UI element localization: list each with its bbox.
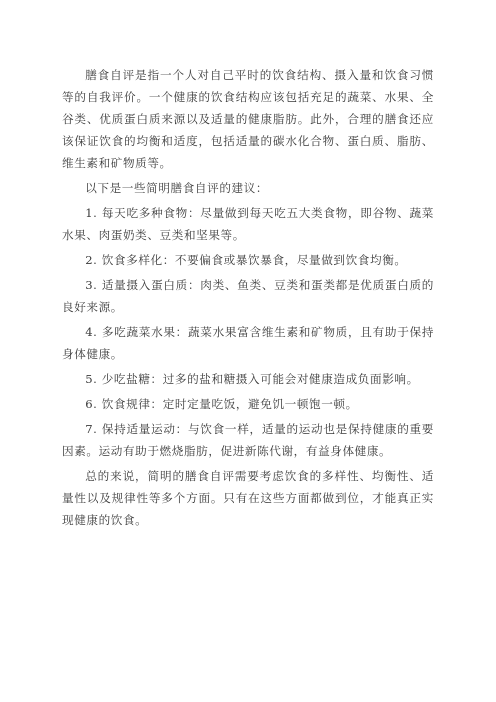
document-body [62,64,434,531]
conclusion-paragraph: 总的来说，简明的膳食自评需要考虑饮食的多样性、均衡性、适量性以及规律性等多个方面。只有在这些方面都做到位，才能真正实现健康的饮食。 [62,469,434,527]
suggestion-item-2: 2. 饮食多样化：不要偏食或暴饮暴食，尽量做到饮食均衡。 [85,253,407,267]
intro-paragraph: 膳食自评是指一个人对自己平时的饮食结构、摄入量和饮食习惯等的自我评价。一个健康的饮食结构应该包括充足的蔬菜、水果、全谷类、优质蛋白质来源以及适量的健康脂肪。此外，合理的膳食还应该保证饮食的均衡和适度，包括适量的碳水化合物、蛋白质、脂肪、维生素和矿物质等。 [62,68,434,170]
suggestion-item-7: 7. 保持适量运动：与饮食一样，适量的运动也是保持健康的重要因素。运动有助于燃烧脂肪，促进新陈代谢，有益身体健康。 [62,422,434,458]
suggestion-item-5: 5. 少吃盐糖：过多的盐和糖摄入可能会对健康造成负面影响。 [85,372,419,386]
suggestion-item-6: 6. 饮食规律：定时定量吃饭，避免饥一顿饱一顿。 [85,397,358,411]
suggestion-item-3: 3. 适量摄入蛋白质：肉类、鱼类、豆类和蛋类都是优质蛋白质的良好来源。 [62,278,434,314]
suggestion-item-1: 1. 每天吃多种食物：尽量做到每天吃五大类食物，即谷物、蔬菜水果、肉蛋奶类、豆类和坚果等。 [62,206,434,242]
suggestions-heading: 以下是一些简明膳食自评的建议： [85,181,269,195]
suggestion-item-4: 4. 多吃蔬菜水果：蔬菜水果富含维生素和矿物质，且有助于保持身体健康。 [62,325,434,361]
